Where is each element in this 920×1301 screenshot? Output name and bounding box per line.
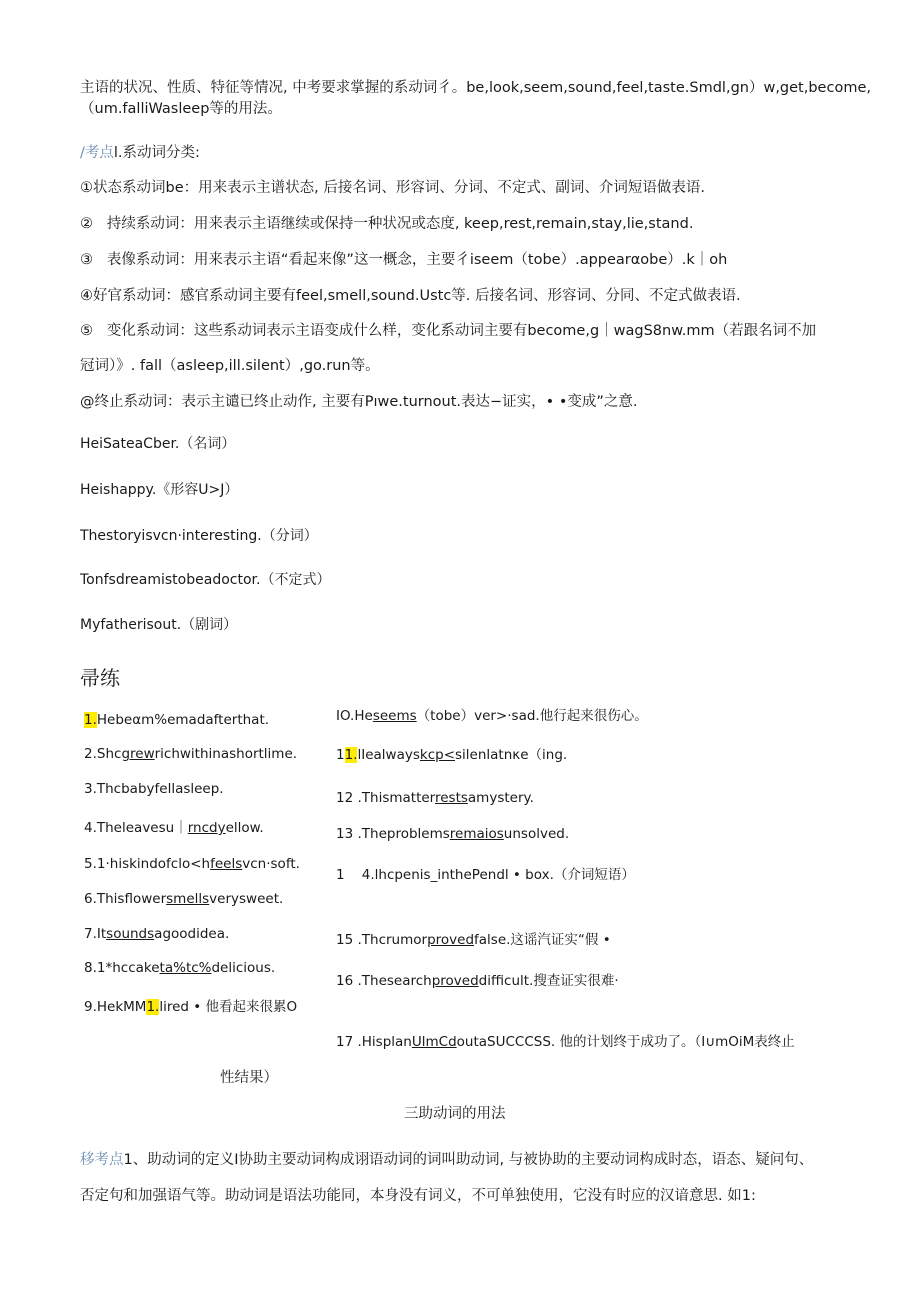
practice-item-16: 16 .Thesearchproveddifficult.搜查证实很难· — [336, 973, 619, 989]
practice-item-3: 3.Thcbabyfellasleep. — [84, 781, 224, 797]
example-1: HeiSateaCber.（名词） — [80, 436, 236, 452]
section3-line-2: 否定句和加强语气等。助动词是语法功能同，本身没有词义，不可单独使用，它没有时应的汉谙意思. 如1: — [80, 1188, 756, 1204]
example-3: Thestoryisvcn·interesting.（分词） — [80, 528, 318, 544]
practice-item-10: IO.Heseems（tobe）ver>·sad.他行起来很伤心。 — [336, 708, 648, 724]
example-2: Heishappy.《形容U>J） — [80, 482, 239, 498]
example-5: Myfatherisout.（剧词） — [80, 617, 238, 633]
practice-item-1: 1.Hebeαm%emadafterthat. — [84, 712, 270, 728]
practice-item-8: 8.1*hccaketa%tc%delicious. — [84, 960, 276, 976]
kaodian-title: l.系动词分类: — [113, 145, 200, 161]
practice-item-6: 6.Thisflowersmellsverysweet. — [84, 891, 284, 907]
practice-item-14: 1 4.lhcpenis_inthePendl • box.（介词短语） — [336, 867, 635, 883]
practice-item-13: 13 .Theproblemsremaiosunsolved. — [336, 826, 570, 842]
kaodian-heading — [80, 143, 200, 163]
practice-item-17-tail: 性结果） — [220, 1070, 278, 1086]
practice-item-17: 17 .HisplanUlmCdoutaSUCCCSS. 他的计划终于成功了。（I∪mOiM表终止 — [336, 1034, 795, 1050]
intro-line-1: 主语的状况、性质、特征等情况, 中考要求掌握的系动词彳。be,look,seem,sound,feel,taste.Smdl,gn）w,get,become, — [80, 80, 871, 96]
kaodian-tag: /考点 — [80, 145, 114, 161]
example-4: Tonfsdreamistobeadoctor.（不定式） — [80, 572, 331, 588]
linking-verb-type-2: ② 持续系动词：用来表示主语继续或保持一种状况或态度, keep,rest,remain,stay,lie,stand. — [80, 216, 694, 232]
practice-item-15: 15 .Thcrumorprovedfalse.这谣汽证实“假 • — [336, 932, 611, 948]
linking-verb-type-4: ④好官系动词：感官系动词主要有feel,smell,sound.Ustc等. 后接名词、形容词、分同、不定式做表语. — [80, 288, 741, 304]
practice-item-9: 9.HekMM1.lired • 他看起来很累O — [84, 999, 298, 1015]
practice-item-12: 12 .Thismatterrestsamystery. — [336, 790, 534, 806]
linking-verb-type-1: ①状态系动词be：用来表示主谱状态, 后接名词、形容词、分词、不定式、副词、介词短语做表语. — [80, 180, 705, 196]
kaodian-tag-2: 移考点 — [80, 1152, 124, 1168]
practice-item-5: 5.1·hiskindofclo<hfeelsvcn·soft. — [84, 856, 300, 872]
practice-item-2: 2.Shcgrewrichwithinashortlime. — [84, 746, 298, 762]
practice-heading: 帚练 — [80, 666, 120, 690]
linking-verb-type-6: @终止系动词：表示主谴已终止动作, 主要有Pıwe.turnout.表达−证实，• •变成”之意. — [80, 394, 638, 410]
practice-item-7: 7.Itsoundsagoodidea. — [84, 926, 230, 942]
intro-line-2: （um.falliWasleep等的用法。 — [80, 101, 282, 117]
practice-item-11: 11.lIealwayskcp<silenlatnκe（ing. — [336, 747, 568, 763]
section-title: 三助动词的用法 — [404, 1106, 506, 1122]
linking-verb-type-3: ③ 表像系动词：用来表示主语“看起来像”这一概念，主要彳iseem（tobe）.appearαobe）.k｜oh — [80, 252, 728, 268]
linking-verb-type-5-cont: 冠词）》. fall（asleep,ill.silent）,go.run等。 — [80, 358, 380, 374]
practice-item-4: 4.Theleavesu｜rncdyellow. — [84, 820, 264, 836]
section3-line-1: 移考点1、助动词的定义I协助主要动词构成诩语动词的词叫助动词, 与被协助的主要动词构成时态，语态、疑问句、 — [80, 1152, 814, 1168]
linking-verb-type-5: ⑤ 变化系动词：这些系动词表示主语变成什么样，变化系动词主要有become,g｜wagS8nw.mm（若跟名词不加 — [80, 323, 817, 339]
